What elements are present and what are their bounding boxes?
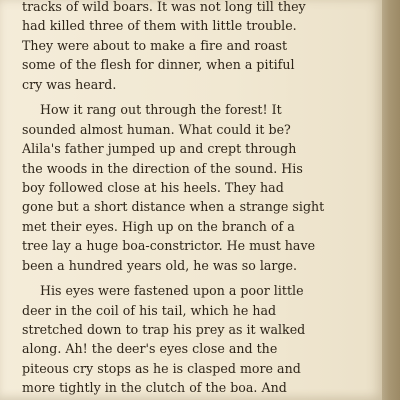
text-line: piteous cry stops as he is clasped more and bbox=[22, 360, 301, 376]
text-line: had killed three of them with little trouble. bbox=[22, 18, 297, 34]
text-line: His eyes were fastened upon a poor little bbox=[40, 283, 304, 299]
paragraph-3 bbox=[22, 281, 352, 398]
text-line: stretched down to trap his prey as it walked bbox=[22, 322, 306, 337]
text-line: the woods in the direction of the sound. His bbox=[22, 160, 303, 176]
page-text bbox=[22, 0, 352, 398]
text-line: boy followed close at his heels. They had bbox=[22, 179, 284, 195]
text-line: some of the flesh for dinner, when a pitiful bbox=[22, 57, 295, 73]
text-line: sounded almost human. What could it be? bbox=[22, 121, 291, 137]
paragraph-1 bbox=[22, 0, 352, 94]
paragraph-2 bbox=[22, 100, 352, 275]
text-line: Alila's father jumped up and crept through bbox=[22, 141, 297, 157]
text-line: along. Ah! the deer's eyes close and the bbox=[22, 341, 278, 357]
adjacent-page-edge bbox=[382, 0, 400, 400]
text-line: tracks of wild boars. It was not long till they bbox=[22, 0, 306, 14]
text-line: been a hundred years old, he was so large. bbox=[22, 257, 298, 273]
text-line: met their eyes. High up on the branch of a bbox=[22, 218, 295, 234]
text-line: tree lay a huge boa-constrictor. He must have bbox=[22, 238, 316, 254]
text-line: How it rang out through the forest! It bbox=[40, 102, 282, 118]
text-line: deer in the coil of his tail, which he had bbox=[22, 302, 277, 318]
text-line: cry was heard. bbox=[22, 76, 117, 92]
text-line: gone but a short distance when a strange sight bbox=[22, 199, 325, 215]
text-line: more tightly in the clutch of the boa. And bbox=[22, 380, 287, 396]
text-line: They were about to make a fire and roast bbox=[22, 37, 288, 53]
